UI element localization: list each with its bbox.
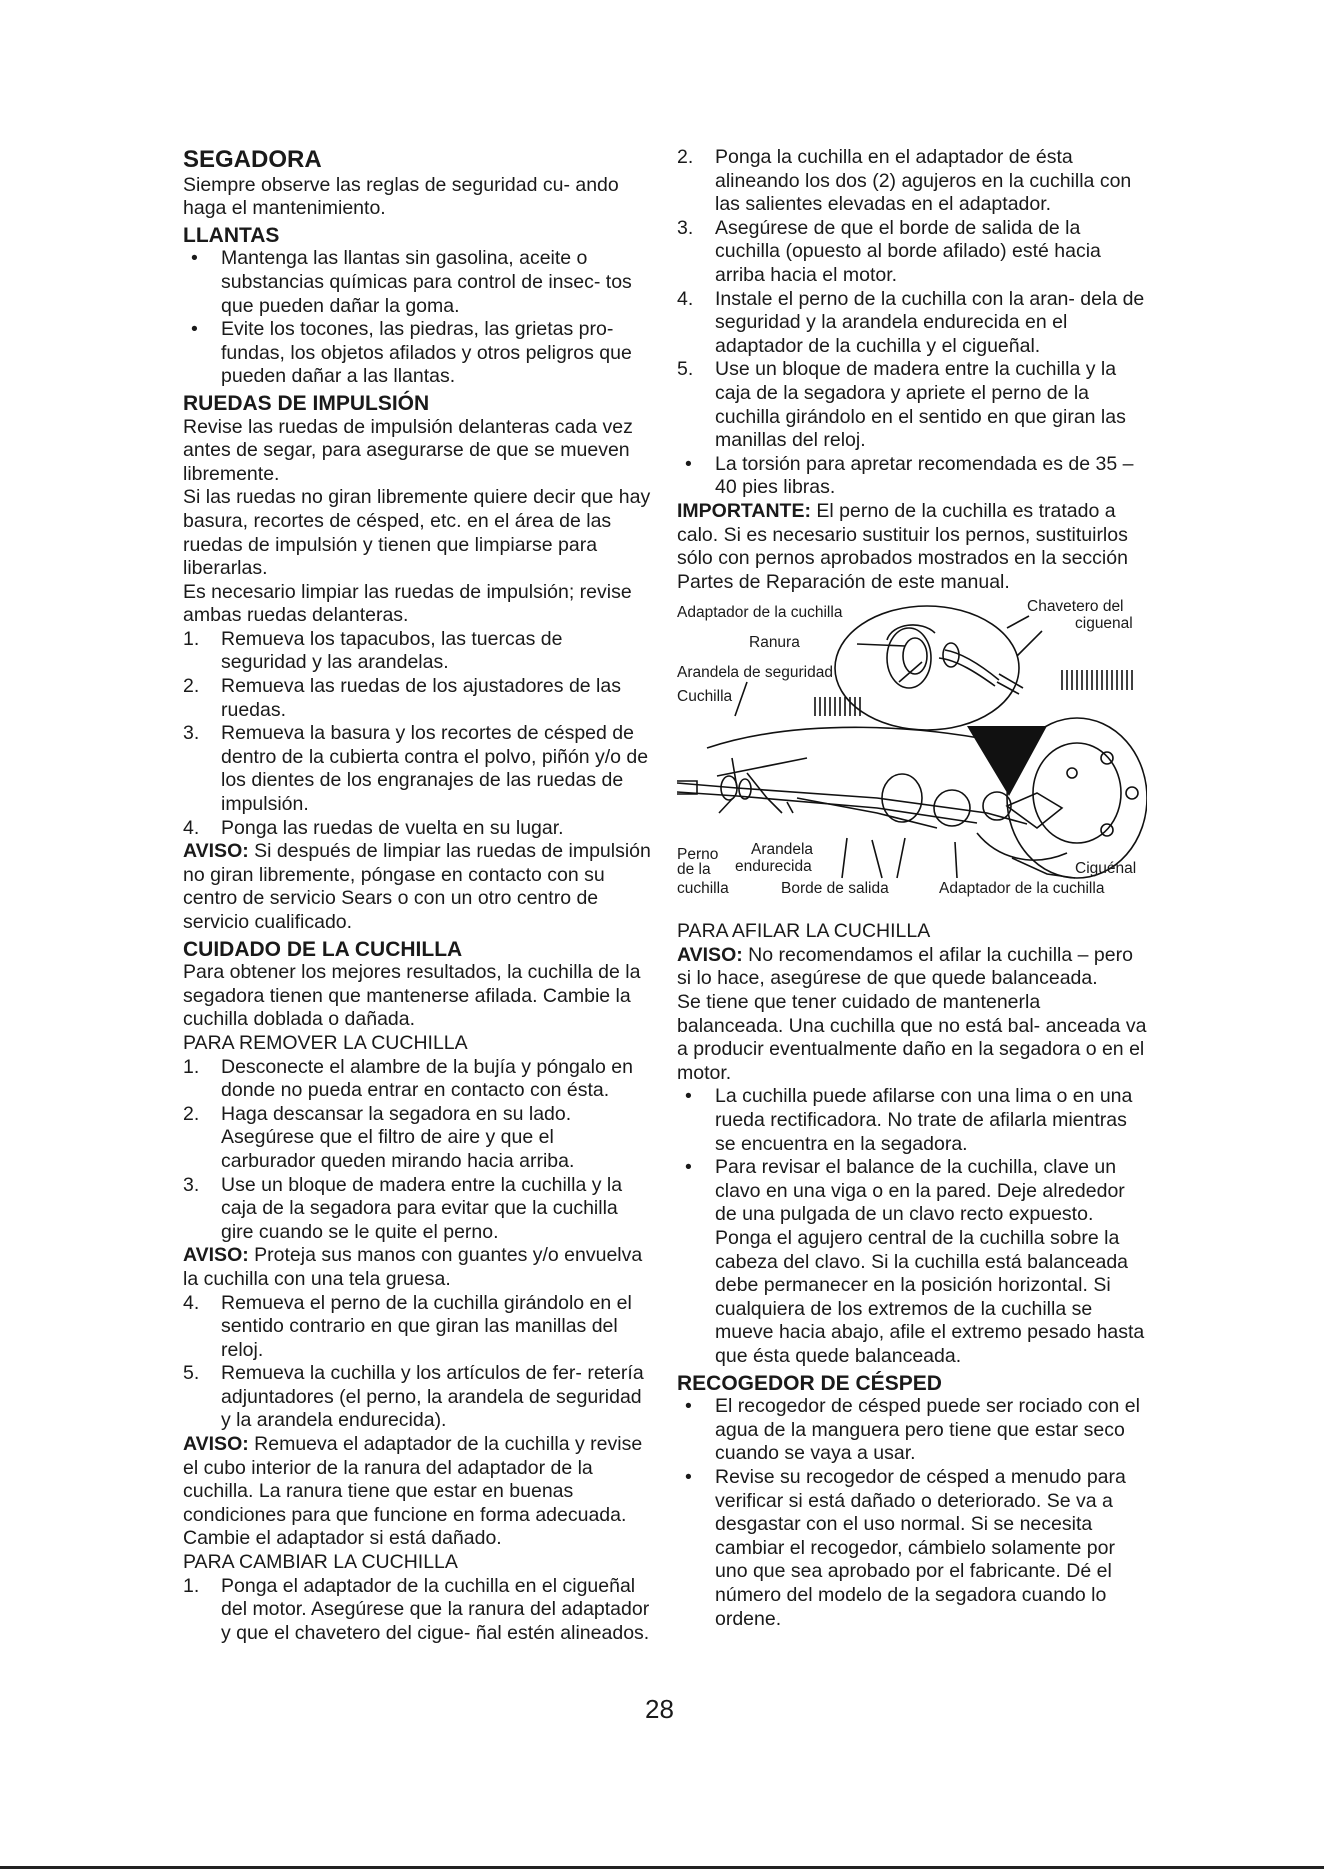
step-number: 1.: [183, 1574, 200, 1597]
intro-paragraph: Siempre observe las reglas de seguridad cu- ando haga el mantenimiento.: [183, 173, 619, 220]
list-item: [677, 288, 1147, 359]
list-item-text: Use un bloque de madera entre la cuchilla y la caja de la segadora para evitar que la cuchilla gire cuando se le quite el perno.: [221, 1173, 623, 1243]
step-number: 1.: [183, 627, 200, 650]
list-item-text: Desconecte el alambre de la bujía y póngalo en donde no pueda entrar en contacto con ésta.: [221, 1055, 633, 1102]
label-ranura: Ranura: [749, 634, 800, 652]
heading-ruedas: RUEDAS DE IMPULSIÓN: [183, 391, 430, 415]
list-item: [183, 1056, 653, 1103]
aviso-label: AVISO:: [183, 1433, 249, 1456]
subheading-afilar: PARA AFILAR LA CUCHILLA: [677, 920, 931, 943]
list-item-text: Mantenga las llantas sin gasolina, aceite o substancias químicas para control de insec- tos que pueden dañar la goma.: [221, 247, 632, 317]
list-item: [677, 217, 1147, 288]
bottom-rule: [0, 1866, 1324, 1869]
step-number: 4.: [677, 287, 694, 310]
list-item: [677, 453, 1147, 500]
bullet: •: [685, 1395, 692, 1418]
label-arandela-end-2: endurecida: [735, 858, 812, 876]
paragraph: Se tiene que tener cuidado de mantenerla balanceada. Una cuchilla que no está bal- anceada va a producir eventualmente daño en la segadora o en el motor.: [677, 991, 1147, 1084]
paragraph: Para obtener los mejores resultados, la cuchilla de la segadora tienen que mantenerse afilada. Cambie la cuchilla doblada o dañada.: [183, 961, 641, 1031]
page-number: 28: [645, 1694, 674, 1724]
list-item: [183, 817, 653, 841]
list-item: [183, 1292, 653, 1363]
step-number: 4.: [183, 816, 200, 839]
list-item-text: Remueva los tapacubos, las tuercas de seguridad y las arandelas.: [221, 627, 563, 674]
label-chavetero-2: ciguenal: [1075, 615, 1133, 633]
step-number: 4.: [183, 1291, 200, 1314]
list-item: [183, 247, 653, 318]
importante-label: IMPORTANTE:: [677, 499, 811, 522]
list-item-text: El recogedor de césped puede ser rociado con el agua de la manguera pero tiene que estar seco cuando se vaya a usar.: [715, 1395, 1140, 1465]
right-column: [677, 146, 1147, 1631]
list-item: [183, 675, 653, 722]
label-adaptador-bottom: Adaptador de la cuchilla: [939, 880, 1105, 898]
step-number: 2.: [677, 146, 694, 168]
adapter-detail: [887, 628, 931, 688]
label-perno-2: de la: [677, 861, 711, 879]
list-item: [677, 1085, 1147, 1156]
blade: [677, 783, 1027, 824]
step-number: 3.: [677, 216, 694, 239]
list-item: [677, 1466, 1147, 1631]
list-item-text: Remueva la cuchilla y los artículos de fer- retería adjuntadores (el perno, la arandela de seguridad y la arandela endurecida).: [221, 1362, 644, 1432]
label-borde: Borde de salida: [781, 880, 889, 898]
list-item: [183, 1174, 653, 1245]
list-item: [677, 146, 1147, 217]
aviso-paragraph: [677, 944, 1147, 991]
list-item-text: Remueva las ruedas de los ajustadores de las ruedas.: [221, 675, 621, 721]
label-adaptador-top: Adaptador de la cuchilla: [677, 604, 843, 622]
bullet: •: [191, 247, 198, 270]
list-item-text: Revise su recogedor de césped a menudo para verificar si está dañado o deteriorado. Se va a desgastar con el uso normal. Si se necesita cambiar el recogedor, cámbielo solamente por uno que sea aprobado por el fabricante. Dé el número del modelo de la segadora cuando lo ordene.: [715, 1465, 1126, 1630]
bullet: •: [191, 318, 198, 341]
bullet: •: [685, 1085, 692, 1108]
label-arandela-seguridad: Arandela de seguridad: [677, 664, 833, 682]
left-column: [183, 148, 653, 1645]
list-item: [183, 318, 653, 389]
list-item-text: Remueva la basura y los recortes de césped de dentro de la cubierta contra el polvo, piñón y/o de los dientes de los engranajes de las ruedas de impulsión.: [221, 722, 649, 816]
aviso-label: AVISO:: [183, 1244, 249, 1267]
list-item-text: Remueva el perno de la cuchilla girándolo en el sentido contrario en que giran las manillas del reloj.: [221, 1291, 632, 1361]
blade-assembly-figure: [677, 598, 1147, 914]
aviso-paragraph: [183, 840, 653, 934]
aviso-text: No recomendamos el afilar la cuchilla – pero si lo hace, asegúrese de que quede balanceada.: [677, 943, 1133, 990]
detail-circle: [835, 606, 1019, 730]
list-item: [183, 628, 653, 675]
list-item-text: Asegúrese de que el borde de salida de la cuchilla (opuesto al borde afilado) esté hacia arriba hacia el motor.: [715, 216, 1101, 286]
label-ciguenal: Ciguénal: [1075, 860, 1137, 878]
step-number: 3.: [183, 722, 200, 745]
subheading-remover: PARA REMOVER LA CUCHILLA: [183, 1031, 468, 1054]
bullet: •: [685, 1156, 692, 1179]
label-arandela-end-1: Arandela: [751, 841, 814, 859]
detail-pointer: [967, 726, 1047, 796]
step-number: 5.: [183, 1362, 200, 1385]
list-item-text: La cuchilla puede afilarse con una lima o en una rueda rectificadora. No trate de afilarla mientras se encuentra en la segadora.: [715, 1085, 1133, 1155]
list-item: [677, 1156, 1147, 1368]
step-number: 1.: [183, 1055, 200, 1078]
step-number: 2.: [183, 675, 200, 698]
list-item: [183, 1362, 653, 1433]
section-title-segadora: SEGADORA: [183, 146, 322, 173]
paragraph: Es necesario limpiar las ruedas de impulsión; revise ambas ruedas delanteras.: [183, 580, 632, 627]
list-item-text: Evite los tocones, las piedras, las grietas pro- fundas, los objetos afilados y otros peligros que pueden dañar a las llantas.: [221, 318, 632, 388]
label-perno-3: cuchilla: [677, 880, 729, 898]
step-number: 2.: [183, 1102, 200, 1125]
label-chavetero-1: Chavetero del: [1027, 598, 1124, 616]
step-number: 5.: [677, 358, 694, 381]
step-number: 3.: [183, 1173, 200, 1196]
aviso-paragraph: [183, 1433, 653, 1551]
label-cuchilla: Cuchilla: [677, 688, 733, 706]
aviso-text: Proteja sus manos con guantes y/o envuelva la cuchilla con una tela gruesa.: [183, 1244, 643, 1290]
list-item-text: Ponga la cuchilla en el adaptador de ésta alineando los dos (2) agujeros en la cuchilla con las salientes elevadas en el adaptador.: [715, 146, 1132, 216]
heading-recogedor: RECOGEDOR DE CÉSPED: [677, 1371, 942, 1395]
list-item: [677, 358, 1147, 452]
list-item-text: La torsión para apretar recomendada es de 35 – 40 pies libras.: [715, 452, 1134, 499]
list-item-text: Ponga el adaptador de la cuchilla en el cigueñal del motor. Asegúrese que la ranura del adaptador y que el chavetero del cigue- ñal estén alineados.: [221, 1574, 650, 1644]
subheading-cambiar: PARA CAMBIAR LA CUCHILLA: [183, 1551, 458, 1574]
list-item: [183, 1575, 653, 1646]
bullet: •: [685, 1465, 692, 1488]
list-item: [183, 1103, 653, 1174]
bullet: •: [685, 452, 692, 475]
aviso-label: AVISO:: [677, 943, 743, 966]
heading-cuidado: CUIDADO DE LA CUCHILLA: [183, 937, 463, 961]
paragraph: Si las ruedas no giran libremente quiere decir que hay basura, recortes de césped, etc. en el área de las ruedas de impulsión y tienen que limpiarse para liberarlas.: [183, 486, 651, 580]
aviso-text: Si después de limpiar las ruedas de impulsión no giran libremente, póngase en contacto con su centro de servicio Sears o con un otro centro de servicio cualificado.: [183, 840, 651, 933]
list-item-text: Para revisar el balance de la cuchilla, clave un clavo en una viga o en la pared. Deje alrededor de una pulgada de un clavo recto expuesto. Ponga el agujero central de la cuchilla sobre la cabeza del clavo. Si la cuchilla está balanceada debe permanecer en la posición horizontal. Si cualquiera de los extremos de la cuchilla se mueve hacia abajo, afile el extremo pesado hasta que ésta quede balanceada.: [715, 1156, 1145, 1367]
aviso-label: AVISO:: [183, 840, 249, 863]
list-item-text: Use un bloque de madera entre la cuchilla y la caja de la segadora y apriete el perno de la cuchilla girándolo en el sentido en que giran las manillas del reloj.: [715, 358, 1126, 452]
aviso-paragraph: [183, 1244, 653, 1291]
paragraph: Revise las ruedas de impulsión delanteras cada vez antes de segar, para asegurarse de que se mueven libremente.: [183, 415, 633, 485]
heading-llantas: LLANTAS: [183, 223, 280, 247]
list-item-text: Instale el perno de la cuchilla con la aran- dela de seguridad y la arandela endurecida en el adaptador de la cuchilla y el cigueñal.: [715, 287, 1145, 357]
aviso-text: Remueva el adaptador de la cuchilla y revise el cubo interior de la ranura del adaptador de la cuchilla. La ranura tiene que estar en buenas condiciones para que funcione en forma adecuada. Cambie el adaptador si está dañado.: [183, 1433, 643, 1550]
list-item-text: Haga descansar la segadora en su lado. Asegúrese que el filtro de aire y que el carburador queden mirando hacia arriba.: [221, 1102, 575, 1172]
label-perno-1: Perno: [677, 846, 719, 864]
importante-paragraph: [677, 500, 1147, 594]
list-item: [677, 1395, 1147, 1466]
list-item-text: Ponga las ruedas de vuelta en su lugar.: [221, 816, 564, 839]
list-item: [183, 722, 653, 816]
importante-text: El perno de la cuchilla es tratado a calo. Si es necesario sustituir los pernos, sustituirlos sólo con pernos aprobados mostrados en la sección Partes de Reparación de este manual.: [677, 499, 1128, 593]
